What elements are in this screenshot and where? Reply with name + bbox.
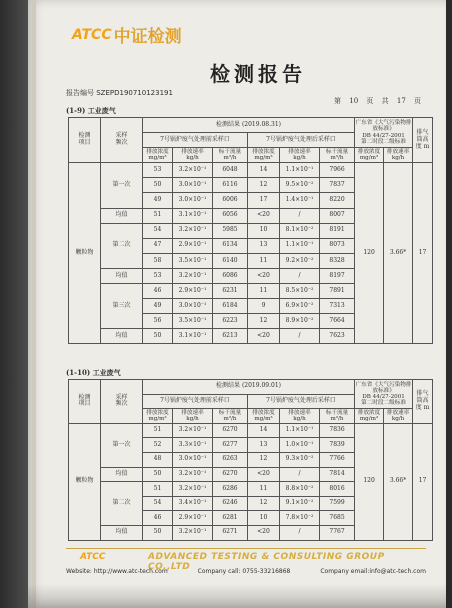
data-cell: 9: [248, 299, 280, 314]
average-label-cell: 均值: [101, 467, 143, 482]
standard-rate-header: 排放速率 kg/h: [384, 409, 413, 424]
data-cell: /: [280, 467, 320, 482]
data-cell: 6048: [213, 163, 248, 178]
data-cell: 8220: [320, 193, 355, 208]
company-logo: [72, 22, 182, 47]
page-label: 页: [366, 97, 374, 105]
data-cell: /: [280, 525, 320, 540]
average-label-cell: 均值: [101, 329, 143, 344]
data-cell: 3.2×10⁻¹: [173, 467, 213, 482]
frequency-header: 采样 频次: [101, 118, 143, 163]
data-cell: 12: [248, 452, 280, 467]
data-cell: 11: [248, 253, 280, 268]
data-cell: 3.2×10⁻¹: [173, 525, 213, 540]
data-cell: 8191: [320, 223, 355, 238]
data-cell: 11: [248, 482, 280, 497]
data-cell: 14: [248, 163, 280, 178]
page-label: 页: [414, 97, 422, 105]
standard-conc-value: 120: [355, 423, 384, 540]
data-cell: 9.2×10⁻²: [280, 253, 320, 268]
data-cell: 6134: [213, 238, 248, 253]
section-title-2: (1-10) 工业废气: [66, 368, 121, 377]
frequency-cell: 第一次: [101, 423, 143, 467]
page-current: 10: [349, 97, 359, 105]
table-row: [69, 423, 433, 438]
after-treatment-header: 7号锅炉废气处理后采样口: [248, 133, 355, 148]
data-cell: 58: [143, 253, 173, 268]
page-bottom-shadow: [28, 584, 446, 608]
after-rate-header: 排放速率 kg/h: [280, 409, 320, 424]
before-rate-header: 排放速率 kg/h: [173, 409, 213, 424]
data-cell: 8.1×10⁻²: [280, 223, 320, 238]
data-cell: 9.3×10⁻²: [280, 452, 320, 467]
data-cell: 13: [248, 438, 280, 453]
data-cell: 8.5×10⁻²: [280, 284, 320, 299]
after-rate-header: 排放速率 kg/h: [280, 148, 320, 163]
logo-text-cn: 中证检测: [113, 27, 182, 47]
data-cell: 14: [248, 423, 280, 438]
data-cell: 7814: [320, 467, 355, 482]
data-cell: /: [280, 329, 320, 344]
result-date-header: 检测结果 (2019.08.31): [143, 118, 355, 133]
data-cell: /: [280, 208, 320, 223]
data-cell: 6270: [213, 467, 248, 482]
data-cell: 47: [143, 238, 173, 253]
frequency-header: 采样 频次: [101, 380, 143, 424]
data-cell: 48: [143, 452, 173, 467]
data-cell: 6140: [213, 253, 248, 268]
data-cell: 50: [143, 329, 173, 344]
emission-test-table-1: [68, 117, 433, 344]
data-cell: 8007: [320, 208, 355, 223]
data-cell: 53: [143, 268, 173, 283]
data-cell: 46: [143, 511, 173, 526]
data-cell: 6271: [213, 525, 248, 540]
footer-contact-row: [66, 568, 426, 575]
data-cell: 51: [143, 482, 173, 497]
data-cell: 7767: [320, 525, 355, 540]
page-label: 第: [334, 97, 341, 105]
page-indicator: [334, 96, 427, 106]
data-cell: 12: [248, 496, 280, 511]
data-cell: 7836: [320, 423, 355, 438]
email-text: Company email:info@atc-tech.com: [320, 568, 426, 575]
stack-height-header: 排气 筒高 度 m: [413, 118, 433, 163]
data-cell: 49: [143, 299, 173, 314]
data-cell: 54: [143, 223, 173, 238]
emission-test-table-2: [68, 379, 433, 541]
page-title: 检测报告: [210, 62, 306, 86]
before-flow-header: 标干流量 m³/h: [213, 409, 248, 424]
data-cell: 17: [248, 193, 280, 208]
data-cell: 9.5×10⁻²: [280, 178, 320, 193]
data-cell: 12: [248, 178, 280, 193]
data-cell: 1.1×10⁻¹: [280, 238, 320, 253]
table-row: [69, 163, 433, 178]
data-cell: 6223: [213, 314, 248, 329]
particulate-cell: 颗粒物: [69, 423, 101, 540]
item-header: 检测 项目: [69, 118, 101, 163]
standard-header: 广东省《大气污染物排放标准》 DB 44/27-2001 第二时段二级标准: [355, 118, 413, 148]
data-cell: 1.0×10⁻¹: [280, 438, 320, 453]
data-cell: 8073: [320, 238, 355, 253]
data-cell: 50: [143, 467, 173, 482]
data-cell: 3.2×10⁻¹: [173, 223, 213, 238]
before-concentration-header: 排放浓度 mg/m³: [143, 409, 173, 424]
frequency-cell: 第二次: [101, 223, 143, 268]
before-treatment-header: 7号锅炉废气处理前采样口: [143, 133, 248, 148]
frequency-cell: 第一次: [101, 163, 143, 208]
standard-concentration-header: 排放浓度 mg/m³: [355, 409, 384, 424]
data-cell: 1.1×10⁻¹: [280, 423, 320, 438]
average-label-cell: 均值: [101, 525, 143, 540]
data-cell: 3.0×10⁻¹: [173, 452, 213, 467]
data-cell: 3.5×10⁻¹: [173, 253, 213, 268]
data-cell: 6213: [213, 329, 248, 344]
frequency-cell: 第三次: [101, 284, 143, 329]
data-cell: 8328: [320, 253, 355, 268]
average-label-cell: 均值: [101, 268, 143, 283]
data-cell: 7891: [320, 284, 355, 299]
data-cell: 6277: [213, 438, 248, 453]
data-cell: 3.2×10⁻¹: [173, 163, 213, 178]
data-cell: <20: [248, 467, 280, 482]
data-cell: <20: [248, 329, 280, 344]
report-number: 报告编号 SZEPD190710123191: [66, 89, 173, 97]
data-cell: 3.2×10⁻¹: [173, 268, 213, 283]
after-flow-header: 标干流量 m³/h: [320, 148, 355, 163]
data-cell: 8.9×10⁻²: [280, 314, 320, 329]
after-flow-header: 标干流量 m³/h: [320, 409, 355, 424]
data-cell: 7599: [320, 496, 355, 511]
data-cell: 13: [248, 238, 280, 253]
page-total: 17: [396, 97, 406, 105]
standard-rate-value: 3.66*: [384, 163, 413, 344]
data-cell: 3.2×10⁻¹: [173, 423, 213, 438]
data-cell: 7623: [320, 329, 355, 344]
data-cell: <20: [248, 208, 280, 223]
data-cell: 56: [143, 314, 173, 329]
stack-height-value: 17: [413, 423, 433, 540]
data-cell: 6281: [213, 511, 248, 526]
data-cell: 7766: [320, 452, 355, 467]
data-cell: 7313: [320, 299, 355, 314]
data-cell: 46: [143, 284, 173, 299]
after-concentration-header: 排放浓度 mg/m³: [248, 148, 280, 163]
phone-text: Company call: 0755-33216868: [197, 568, 291, 575]
data-cell: 5985: [213, 223, 248, 238]
data-cell: 2.9×10⁻¹: [173, 511, 213, 526]
data-cell: 6056: [213, 208, 248, 223]
data-cell: 11: [248, 284, 280, 299]
after-treatment-header: 7号锅炉废气处理后采样口: [248, 394, 355, 409]
after-concentration-header: 排放浓度 mg/m³: [248, 409, 280, 424]
data-cell: 6246: [213, 496, 248, 511]
data-cell: 3.0×10⁻¹: [173, 193, 213, 208]
dark-background-edge: [0, 0, 28, 608]
footer-divider: [66, 548, 426, 549]
data-cell: 6116: [213, 178, 248, 193]
data-cell: 8016: [320, 482, 355, 497]
data-cell: 7839: [320, 438, 355, 453]
data-cell: 50: [143, 178, 173, 193]
data-cell: 7664: [320, 314, 355, 329]
data-cell: 6270: [213, 423, 248, 438]
data-cell: 50: [143, 525, 173, 540]
footer-company-name: ADVANCED TESTING & CONSULTING GROUP CO.,LTD: [148, 552, 385, 572]
data-cell: 3.0×10⁻¹: [173, 178, 213, 193]
data-cell: 53: [143, 163, 173, 178]
data-cell: 6231: [213, 284, 248, 299]
before-flow-header: 标干流量 m³/h: [213, 148, 248, 163]
particulate-cell: 颗粒物: [69, 163, 101, 344]
website-text: Website: http://www.atc-tech.com: [66, 568, 168, 575]
data-cell: 49: [143, 193, 173, 208]
data-cell: 8197: [320, 268, 355, 283]
standard-header: 广东省《大气污染物排放标准》 DB 44/27-2001 第二时段二级标准: [355, 380, 413, 409]
data-cell: 1.1×10⁻¹: [280, 163, 320, 178]
data-cell: 3.0×10⁻¹: [173, 299, 213, 314]
data-cell: 6006: [213, 193, 248, 208]
data-cell: 7685: [320, 511, 355, 526]
data-cell: 54: [143, 496, 173, 511]
data-cell: 52: [143, 438, 173, 453]
data-cell: 3.2×10⁻¹: [173, 482, 213, 497]
data-cell: 12: [248, 314, 280, 329]
total-label: 共: [381, 97, 389, 105]
binding-edge: [32, 0, 36, 608]
before-treatment-header: 7号锅炉废气处理前采样口: [143, 394, 248, 409]
data-cell: <20: [248, 525, 280, 540]
section-title-1: (1-9) 工业废气: [66, 106, 116, 115]
data-cell: 1.4×10⁻¹: [280, 193, 320, 208]
standard-rate-value: 3.66*: [384, 423, 413, 540]
data-cell: 6086: [213, 268, 248, 283]
frequency-cell: 第二次: [101, 482, 143, 526]
data-cell: 51: [143, 208, 173, 223]
data-cell: 10: [248, 511, 280, 526]
data-cell: 3.1×10⁻¹: [173, 208, 213, 223]
stack-height-value: 17: [413, 163, 433, 344]
data-cell: 51: [143, 423, 173, 438]
stack-height-header: 排气 筒高 度 m: [413, 380, 433, 424]
data-cell: 6.9×10⁻²: [280, 299, 320, 314]
data-cell: 3.3×10⁻¹: [173, 438, 213, 453]
data-cell: 6286: [213, 482, 248, 497]
data-cell: 3.5×10⁻¹: [173, 314, 213, 329]
data-cell: 6184: [213, 299, 248, 314]
before-rate-header: 排放速率 kg/h: [173, 148, 213, 163]
data-cell: 2.9×10⁻¹: [173, 238, 213, 253]
data-cell: 7837: [320, 178, 355, 193]
standard-rate-header: 排放速率 kg/h: [384, 148, 413, 163]
data-cell: 10: [248, 223, 280, 238]
footer-logo: ATCC: [80, 552, 106, 562]
data-cell: 7966: [320, 163, 355, 178]
data-cell: 6263: [213, 452, 248, 467]
standard-conc-value: 120: [355, 163, 384, 344]
data-cell: 3.1×10⁻¹: [173, 329, 213, 344]
data-cell: 7.8×10⁻²: [280, 511, 320, 526]
average-label-cell: 均值: [101, 208, 143, 223]
before-concentration-header: 排放浓度 mg/m³: [143, 148, 173, 163]
report-page: [28, 0, 446, 608]
item-header: 检测 项目: [69, 380, 101, 424]
data-cell: 9.1×10⁻²: [280, 496, 320, 511]
data-cell: 3.4×10⁻¹: [173, 496, 213, 511]
data-cell: 8.8×10⁻²: [280, 482, 320, 497]
data-cell: /: [280, 268, 320, 283]
result-date-header: 检测结果 (2019.09.01): [143, 380, 355, 395]
data-cell: 2.9×10⁻¹: [173, 284, 213, 299]
logo-text-en: ATCC: [72, 26, 112, 43]
standard-concentration-header: 排放浓度 mg/m³: [355, 148, 384, 163]
data-cell: <20: [248, 268, 280, 283]
